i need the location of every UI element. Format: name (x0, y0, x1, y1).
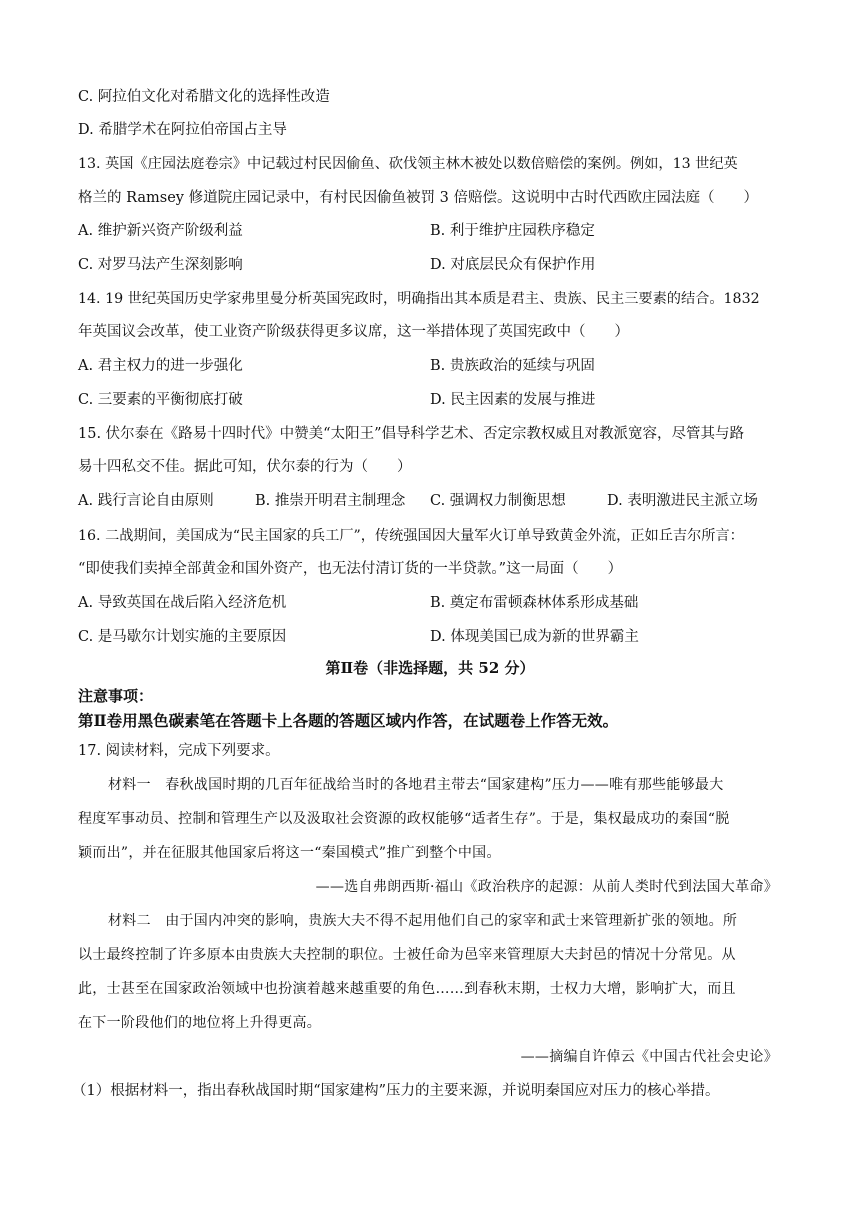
q13-option-b: B. 利于维护庄园秩序稳定 (430, 223, 595, 239)
notice-heading: 注意事项： (78, 687, 154, 705)
q16-option-a: A. 导致英国在战后陷入经济危机 (78, 595, 287, 611)
q17-material-2-line-4: 在下一阶段他们的地位将上升得更高。 (78, 1015, 322, 1031)
q17-stem: 17. 阅读材料，完成下列要求。 (78, 743, 280, 759)
q14-option-b: B. 贵族政治的延续与巩固 (430, 358, 595, 374)
q17-material-1-source: ——选自弗朗西斯·福山《政治秩序的起源：从前人类时代到法国大革命》 (315, 879, 778, 895)
q17-material-1-line-2: 程度军事动员、控制和管理生产以及汲取社会资源的政权能够“适者生存”。于是，集权最成功的秦国“脱 (78, 811, 730, 827)
q16-option-d: D. 体现美国已成为新的世界霸主 (430, 629, 639, 645)
q15-option-d: D. 表明激进民主派立场 (607, 493, 758, 509)
q16-stem-line-2: “即使我们卖掉全部黄金和国外资产，也无法付清订货的一半贷款。”这一局面（ ） (78, 561, 623, 577)
q15-stem-line-2: 易十四私交不佳。据此可知，伏尔泰的行为（ ） (78, 459, 412, 475)
q17-material-2-line-1: 材料二 由于国内冲突的影响，贵族大夫不得不起用他们自己的家宰和武士来管理新扩张的领地。所 (108, 913, 738, 929)
q15-option-c: C. 强调权力制衡思想 (430, 493, 566, 509)
q17-material-1-line-3: 颖而出”，并在征服其他国家后将这一“秦国模式”推广到整个中国。 (78, 845, 501, 861)
q15-option-a: A. 践行言论自由原则 (78, 493, 214, 509)
q16-stem-line-1: 16. 二战期间，美国成为“民主国家的兵工厂”，传统强国因大量军火订单导致黄金外流，正如丘吉尔所言： (78, 528, 744, 544)
q13-option-a: A. 维护新兴资产阶级利益 (78, 223, 243, 239)
q15-option-b: B. 推崇开明君主制理念 (255, 493, 406, 509)
q12-option-c: C. 阿拉伯文化对希腊文化的选择性改造 (78, 89, 330, 105)
q17-material-2-line-2: 以士最终控制了许多原本由贵族大夫控制的职位。士被任命为邑宰来管理原大夫封邑的情况十分常见。从 (78, 947, 736, 963)
q16-option-c: C. 是马歇尔计划实施的主要原因 (78, 629, 287, 645)
notice-body: 第Ⅱ卷用黑色碳素笔在答题卡上各题的答题区域内作答，在试题卷上作答无效。 (78, 711, 619, 730)
q14-option-c: C. 三要素的平衡彻底打破 (78, 392, 243, 408)
q17-material-1-line-1: 材料一 春秋战国时期的几百年征战给当时的各地君主带去“国家建构”压力——唯有那些能够最大 (108, 777, 724, 793)
q13-stem-line-1: 13. 英国《庄园法庭卷宗》中记载过村民因偷鱼、砍伐领主林木被处以数倍赔偿的案例。例如，13 世纪英 (78, 156, 738, 172)
q17-material-2-line-3: 此，士甚至在国家政治领域中也扮演着越来越重要的角色……到春秋末期，士权力大增，影响扩大，而且 (78, 981, 736, 997)
q13-option-d: D. 对底层民众有保护作用 (430, 257, 596, 273)
q12-option-d: D. 希腊学术在阿拉伯帝国占主导 (78, 122, 287, 138)
q14-stem-line-1: 14. 19 世纪英国历史学家弗里曼分析英国宪政时，明确指出其本质是君主、贵族、民主三要素的结合。1832 (78, 291, 760, 307)
q14-stem-line-2: 年英国议会改革，使工业资产阶级获得更多议席，这一举措体现了英国宪政中（ ） (78, 324, 629, 340)
q13-option-c: C. 对罗马法产生深刻影响 (78, 257, 243, 273)
section-2-title: 第Ⅱ卷（非选择题，共 52 分） (325, 659, 535, 677)
q17-material-2-source: ——摘编自许倬云《中国古代社会史论》 (520, 1049, 778, 1065)
q14-option-d: D. 民主因素的发展与推进 (430, 392, 596, 408)
q16-option-b: B. 奠定布雷顿森林体系形成基础 (430, 595, 639, 611)
q15-stem-line-1: 15. 伏尔泰在《路易十四时代》中赞美“太阳王”倡导科学艺术、否定宗教权威且对教派宽容，尽管其与路 (78, 426, 744, 442)
q17-sub-question-1: （1）根据材料一，指出春秋战国时期“国家建构”压力的主要来源，并说明秦国应对压力的核心举措。 (72, 1083, 720, 1099)
q13-stem-line-2: 格兰的 Ramsey 修道院庄园记录中，有村民因偷鱼被罚 3 倍赔偿。这说明中古时代西欧庄园法庭（ ） (78, 190, 759, 206)
q14-option-a: A. 君主权力的进一步强化 (78, 358, 243, 374)
